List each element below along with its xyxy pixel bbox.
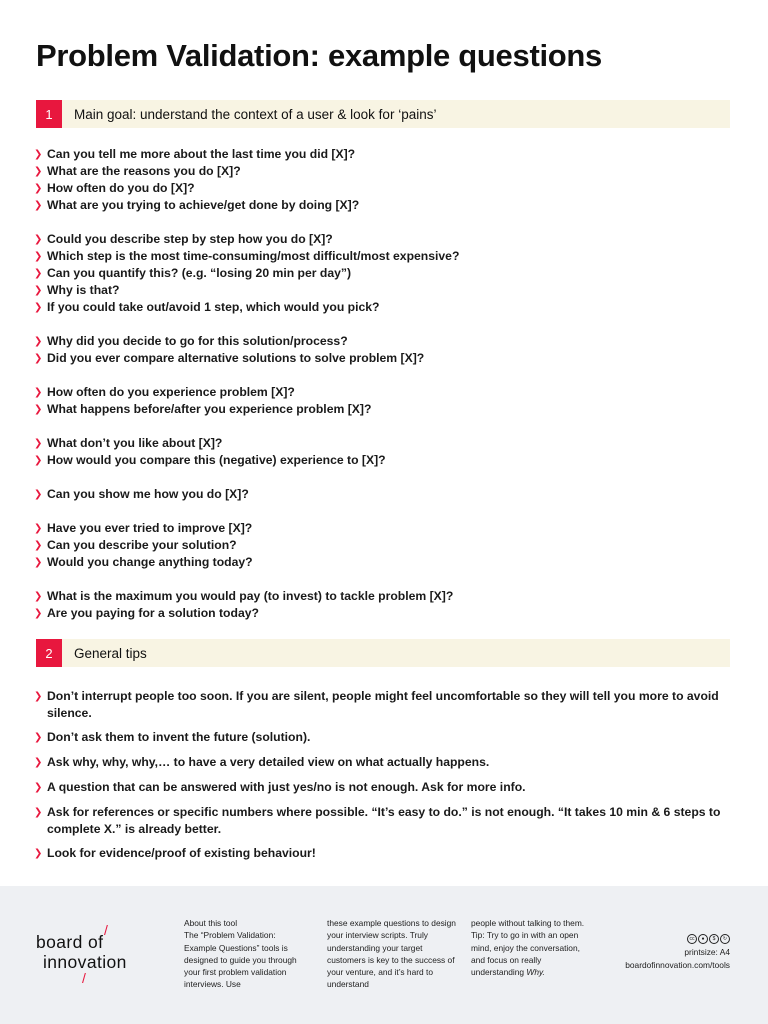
website-link[interactable]: boardofinnovation.com/tools [625, 959, 730, 970]
tip-item [34, 845, 724, 862]
logo-line-2: innovation [43, 952, 127, 972]
chevron-right-icon: ❯ [34, 251, 43, 262]
question-text: What don’t you like about [X]? [47, 436, 223, 450]
question-item [34, 401, 734, 418]
chevron-right-icon: ❯ [34, 523, 43, 534]
question-item [34, 333, 734, 350]
question-item [34, 180, 734, 197]
cc-icon: cc [687, 934, 697, 944]
board-of-innovation-logo: / board of innovation / [36, 932, 146, 992]
question-item [34, 350, 734, 367]
question-item [34, 146, 734, 163]
question-item [34, 384, 734, 401]
question-text: What are the reasons you do [X]? [47, 164, 241, 178]
tip-text: Don’t ask them to invent the future (solution). [47, 730, 311, 744]
chevron-right-icon: ❯ [34, 608, 43, 619]
question-item [34, 282, 734, 299]
tip-item [34, 688, 724, 721]
page-title: Problem Validation: example questions [36, 38, 602, 73]
question-item [34, 605, 734, 622]
nc-icon: $ [709, 934, 719, 944]
question-item [34, 537, 734, 554]
chevron-right-icon: ❯ [34, 691, 43, 702]
chevron-right-icon: ❯ [34, 149, 43, 160]
tip-text: Ask for references or specific numbers where possible. “It’s easy to do.” is not enough. “It takes 10 min & 6 steps to complete X.” is already better. [47, 805, 721, 836]
chevron-right-icon: ❯ [34, 166, 43, 177]
tip-text: Ask why, why, why,… to have a very detailed view on what actually happens. [47, 755, 490, 769]
question-text: Are you paying for a solution today? [47, 606, 259, 620]
tips-list [34, 688, 724, 870]
creative-commons-license [625, 934, 730, 944]
question-item [34, 520, 734, 537]
tip-text: Look for evidence/proof of existing behaviour! [47, 846, 316, 860]
tip-item [34, 779, 724, 796]
tip-text: Don’t interrupt people too soon. If you are silent, people might feel uncomfortable so they will tell you more to avoid silence. [47, 689, 719, 720]
footer-meta [625, 934, 730, 971]
chevron-right-icon: ❯ [34, 732, 43, 743]
question-text: What happens before/after you experience problem [X]? [47, 402, 372, 416]
tip-text: A question that can be answered with just yes/no is not enough. Ask for more info. [47, 780, 526, 794]
question-text: What are you trying to achieve/get done by doing [X]? [47, 198, 360, 212]
question-text: Could you describe step by step how you do [X]? [47, 232, 333, 246]
by-icon: ● [698, 934, 708, 944]
question-text: Did you ever compare alternative solutions to solve problem [X]? [47, 351, 425, 365]
question-text: Can you show me how you do [X]? [47, 487, 249, 501]
chevron-right-icon: ❯ [34, 591, 43, 602]
question-text: Would you change anything today? [47, 555, 253, 569]
section-number: 2 [36, 639, 62, 667]
chevron-right-icon: ❯ [34, 782, 43, 793]
question-item [34, 231, 734, 248]
chevron-right-icon: ❯ [34, 540, 43, 551]
question-text: Can you quantify this? (e.g. “losing 20 min per day”) [47, 266, 352, 280]
chevron-right-icon: ❯ [34, 489, 43, 500]
question-text: Can you tell me more about the last time you did [X]? [47, 147, 356, 161]
chevron-right-icon: ❯ [34, 183, 43, 194]
chevron-right-icon: ❯ [34, 268, 43, 279]
section-number: 1 [36, 100, 62, 128]
footer-about-text-2: these example questions to design your interview scripts. Truly understanding your target customers is key to the success of your venture, and it’s hard to understand [327, 918, 456, 990]
question-item [34, 452, 734, 469]
question-group [34, 146, 734, 214]
tip-item [34, 729, 724, 746]
question-group [34, 588, 734, 622]
question-text: Can you describe your solution? [47, 538, 237, 552]
question-text: Why is that? [47, 283, 120, 297]
question-item [34, 435, 734, 452]
chevron-right-icon: ❯ [34, 757, 43, 768]
footer [0, 886, 768, 1024]
chevron-right-icon: ❯ [34, 848, 43, 859]
footer-about-text-3: people without talking to them. Tip: Try to go in with an open mind, enjoy the conversation, and focus on really understanding Why. [471, 918, 585, 978]
question-item [34, 197, 734, 214]
question-group [34, 333, 734, 367]
chevron-right-icon: ❯ [34, 387, 43, 398]
chevron-right-icon: ❯ [34, 557, 43, 568]
question-text: If you could take out/avoid 1 step, which would you pick? [47, 300, 380, 314]
question-text: How often do you experience problem [X]? [47, 385, 295, 399]
chevron-right-icon: ❯ [34, 353, 43, 364]
section-label: Main goal: understand the context of a user & look for ‘pains’ [74, 106, 437, 122]
question-item [34, 299, 734, 316]
question-item [34, 248, 734, 265]
question-group [34, 231, 734, 316]
chevron-right-icon: ❯ [34, 200, 43, 211]
chevron-right-icon: ❯ [34, 404, 43, 415]
question-item [34, 265, 734, 282]
question-text: Why did you decide to go for this solution/process? [47, 334, 348, 348]
chevron-right-icon: ❯ [34, 438, 43, 449]
section-header-main-goal [36, 100, 730, 128]
logo-line-1: board of [36, 932, 104, 952]
question-list [34, 146, 734, 639]
section-label: General tips [74, 645, 147, 661]
question-group [34, 520, 734, 571]
question-item [34, 163, 734, 180]
question-item [34, 486, 734, 503]
question-group [34, 435, 734, 469]
chevron-right-icon: ❯ [34, 455, 43, 466]
tip-item [34, 754, 724, 771]
chevron-right-icon: ❯ [34, 234, 43, 245]
question-text: Have you ever tried to improve [X]? [47, 521, 253, 535]
question-item [34, 554, 734, 571]
chevron-right-icon: ❯ [34, 807, 43, 818]
tip-item [34, 804, 724, 837]
section-header-general-tips [36, 639, 730, 667]
chevron-right-icon: ❯ [34, 302, 43, 313]
question-group [34, 486, 734, 503]
sa-icon: ↻ [720, 934, 730, 944]
question-text: What is the maximum you would pay (to invest) to tackle problem [X]? [47, 589, 454, 603]
chevron-right-icon: ❯ [34, 285, 43, 296]
question-item [34, 588, 734, 605]
question-text: How often do you do [X]? [47, 181, 195, 195]
footer-about-text: About this tool The “Problem Validation: Example Questions” tools is designed to guide you through your first problem validation interviews. Use [184, 918, 297, 990]
question-group [34, 384, 734, 418]
question-text: How would you compare this (negative) experience to [X]? [47, 453, 386, 467]
question-text: Which step is the most time-consuming/most difficult/most expensive? [47, 249, 460, 263]
printsize-label: printsize: A4 [684, 947, 730, 957]
chevron-right-icon: ❯ [34, 336, 43, 347]
